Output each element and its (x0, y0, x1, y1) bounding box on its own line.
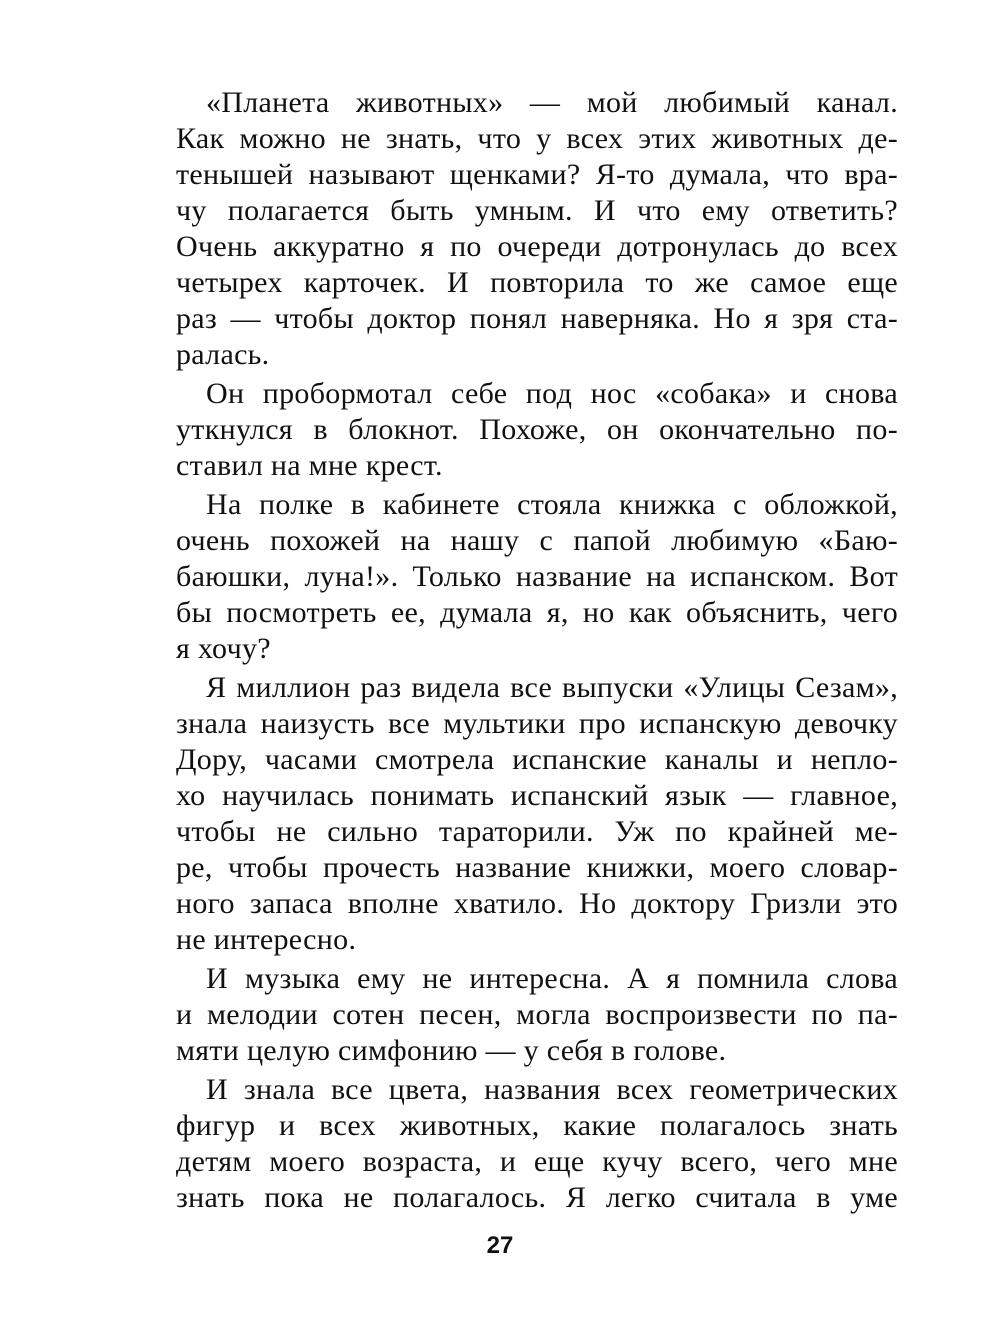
paragraph (176, 1072, 898, 1216)
text-line: фигур и всех животных, какие полагалось знать (176, 1109, 898, 1142)
text-line: Я миллион раз видела все выпуски «Улицы Сезам», (206, 671, 898, 704)
text-line: я хочу? (176, 632, 271, 665)
text-line: четырех карточек. И повторила то же самое еще (176, 266, 898, 299)
page-number: 27 (486, 1232, 514, 1259)
paragraph (176, 376, 898, 484)
text-line: знала наизусть все мультики про испанскую девочку (176, 707, 898, 740)
text-line: И музыка ему не интересна. А я помнила слова (206, 962, 898, 995)
text-line: очень похожей на нашу с папой любимую «Баю- (176, 524, 898, 557)
text-line: тенышей называют щенками? Я-то думала, что вра- (176, 158, 898, 191)
text-line: ре, чтобы прочесть название книжки, моего словар- (176, 851, 898, 884)
text-line: мяти целую симфонию — у себя в голове. (176, 1034, 727, 1067)
text-line: И знала все цвета, названия всех геометрических (206, 1073, 898, 1106)
text-line: Как можно не знать, что у всех этих животных де- (176, 122, 898, 155)
text-line: баюшки, луна!». Только название на испанском. Вот (176, 560, 898, 593)
text-line: ралась. (176, 338, 270, 371)
text-line: чу полагается быть умным. И что ему ответить? (176, 194, 898, 227)
text-line: хо научилась понимать испанский язык — главное, (176, 779, 898, 812)
paragraph (176, 487, 898, 667)
body-text (176, 85, 898, 1219)
text-line: чтобы не сильно тараторили. Уж по крайней ме- (176, 815, 898, 848)
text-line: ставил на мне крест. (176, 449, 443, 482)
text-line: На полке в кабинете стояла книжка с обложкой, (206, 488, 898, 521)
paragraph (176, 961, 898, 1069)
paragraph (176, 670, 898, 958)
text-line: раз — чтобы доктор понял наверняка. Но я зря ста- (176, 302, 898, 335)
text-line: знать пока не полагалось. Я легко считала в уме (176, 1181, 898, 1214)
text-line: уткнулся в блокнот. Похоже, он окончательно по- (176, 413, 898, 446)
text-line: «Планета животных» — мой любимый канал. (206, 86, 898, 119)
text-line: Очень аккуратно я по очереди дотронулась до всех (176, 230, 898, 263)
paragraph (176, 85, 898, 373)
text-line: ного запаса вполне хватило. Но доктору Гризли это (176, 887, 898, 920)
text-line: детям моего возраста, и еще кучу всего, чего мне (176, 1145, 898, 1178)
text-line: Дору, часами смотрела испанские каналы и непло- (176, 743, 898, 776)
text-line: не интересно. (176, 923, 357, 956)
text-line: Он пробормотал себе под нос «собака» и снова (206, 377, 898, 410)
text-line: и мелодии сотен песен, могла воспроизвести по па- (176, 998, 898, 1031)
text-line: бы посмотреть ее, думала я, но как объяснить, чего (176, 596, 898, 629)
